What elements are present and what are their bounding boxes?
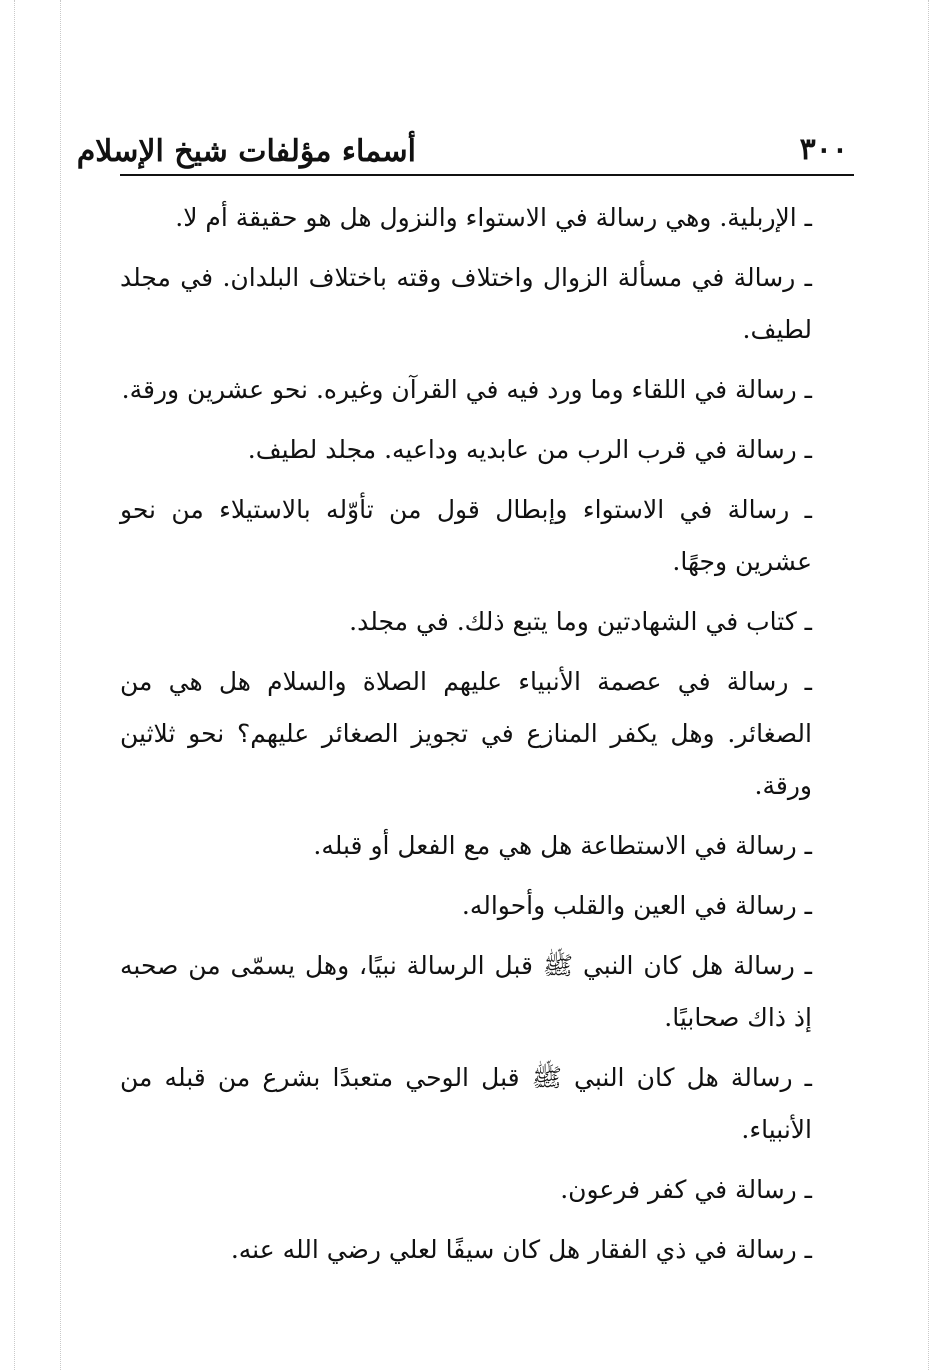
- entry-item: ـ رسالة في الاستواء وإبطال قول من تأوّله بالاستيلاء من نحو عشرين وجهًا.: [120, 495, 812, 576]
- running-title: أسماء مؤلفات شيخ الإسلام: [76, 134, 416, 169]
- entry-item: ـ رسالة هل كان النبي ﷺ قبل الرسالة نبيًا، وهل يسمّى من صحبه إذ ذاك صحابيًا.: [120, 951, 812, 1032]
- entry-item: ـ رسالة في العين والقلب وأحواله.: [461, 891, 812, 920]
- entry-list: [120, 188, 850, 1284]
- header-rule: [120, 174, 854, 176]
- entry-item: ـ رسالة في كفر فرعون.: [560, 1175, 812, 1204]
- entry-item: ـ الإربلية. وهي رسالة في الاستواء والنزول هل هو حقيقة أم لا.: [175, 203, 812, 232]
- entry-item: ـ رسالة في الاستطاعة هل هي مع الفعل أو قبله.: [313, 831, 812, 860]
- entry-item: ـ رسالة في مسألة الزوال واختلاف وقته باختلاف البلدان. في مجلد لطيف.: [120, 263, 812, 344]
- entry-item: ـ رسالة في اللقاء وما ورد فيه في القرآن وغيره. نحو عشرين ورقة.: [121, 375, 812, 404]
- left-inner-margin-dots: [60, 0, 61, 1370]
- entry-item: ـ رسالة هل كان النبي ﷺ قبل الوحي متعبدًا بشرع من قبله من الأنبياء.: [120, 1063, 812, 1144]
- left-margin-dots: [14, 0, 15, 1370]
- entry-item: ـ رسالة في ذي الفقار هل كان سيفًا لعلي رضي الله عنه.: [230, 1235, 812, 1264]
- page-number: ٣٠٠: [799, 132, 848, 167]
- right-margin-dots: [928, 0, 929, 1370]
- entry-item: ـ رسالة في عصمة الأنبياء عليهم الصلاة والسلام هل هي من الصغائر. وهل يكفر المنازع في تجويز الصغائر عليهم؟ نحو ثلاثين ورقة.: [120, 667, 812, 800]
- page-header: [76, 128, 854, 172]
- entry-item: ـ رسالة في قرب الرب من عابديه وداعيه. مجلد لطيف.: [247, 435, 812, 464]
- entry-item: ـ كتاب في الشهادتين وما يتبع ذلك. في مجلد.: [349, 607, 812, 636]
